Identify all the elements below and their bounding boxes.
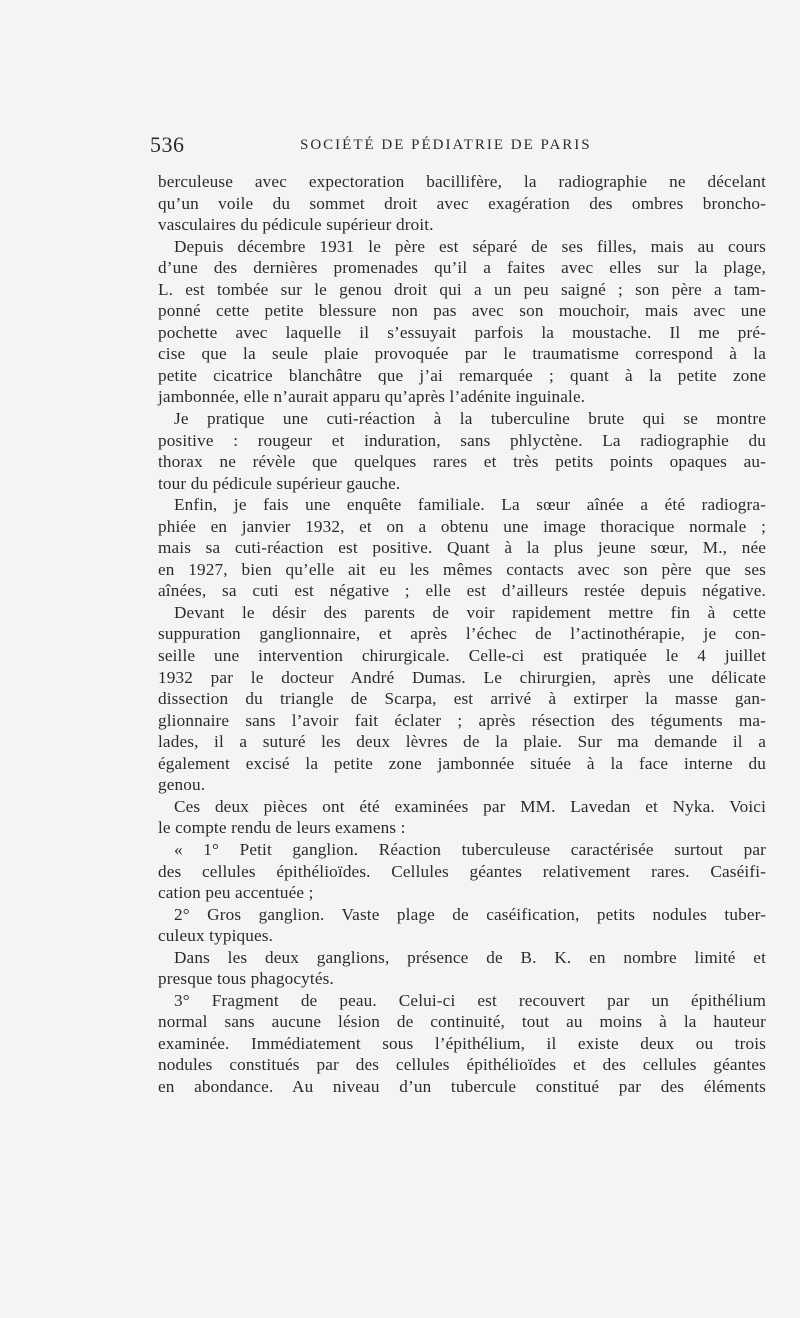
- text-line: cation peu accentuée ;: [158, 883, 314, 903]
- text-line: dissection du triangle de Scarpa, est arrivé à extirper la masse gan-: [158, 689, 766, 709]
- text-line: Enfin, je fais une enquête familiale. La sœur aînée a été radiogra-: [174, 495, 766, 515]
- text-line: 3° Fragment de peau. Celui-ci est recouvert par un épithélium: [174, 990, 766, 1010]
- text-line: cise que la seule plaie provoquée par le traumatisme correspond à la: [158, 344, 766, 364]
- text-line: L. est tombée sur le genou droit qui a un peu saigné ; son père a tam-: [158, 279, 766, 299]
- text-line: vasculaires du pédicule supérieur droit.: [158, 215, 434, 235]
- text-line: suppuration ganglionnaire, et après l’échec de l’actinothérapie, je con-: [158, 624, 766, 644]
- text-line: tour du pédicule supérieur gauche.: [158, 473, 401, 493]
- text-line: 2° Gros ganglion. Vaste plage de caséification, petits nodules tuber-: [174, 904, 766, 924]
- text-line: Ces deux pièces ont été examinées par MM. Lavedan et Nyka. Voici: [174, 796, 766, 816]
- text-line: petite cicatrice blanchâtre que j’ai remarquée ; quant à la petite zone: [158, 365, 766, 385]
- running-head: SOCIÉTÉ DE PÉDIATRIE DE PARIS: [300, 137, 592, 153]
- text-line: jambonnée, elle n’aurait apparu qu’après l’adénite inguinale.: [158, 387, 586, 407]
- page-header: [150, 132, 754, 160]
- text-line: nodules constitués par des cellules épithélioïdes et des cellules géantes: [158, 1055, 766, 1075]
- text-line: examinée. Immédiatement sous l’épithélium, il existe deux ou trois: [158, 1033, 766, 1053]
- text-line: seille une intervention chirurgicale. Celle-ci est pratiquée le 4 juillet: [158, 646, 766, 666]
- text-line: d’une des dernières promenades qu’il a faites avec elles sur la plage,: [158, 258, 766, 278]
- text-line: normal sans aucune lésion de continuité, tout au moins à la hauteur: [158, 1012, 766, 1032]
- page-number: 536: [150, 132, 185, 157]
- text-line: glionnaire sans l’avoir fait éclater ; après résection des téguments ma-: [158, 710, 766, 730]
- text-line: berculeuse avec expectoration bacillifère, la radiographie ne décelant: [158, 172, 766, 191]
- text-line: qu’un voile du sommet droit avec exagération des ombres broncho-: [158, 193, 766, 213]
- text-line: positive : rougeur et induration, sans phlyctène. La radiographie du: [158, 430, 766, 450]
- text-line: aînées, sa cuti est négative ; elle est d’ailleurs restée depuis négative.: [158, 581, 766, 601]
- text-line: des cellules épithélioïdes. Cellules géantes relativement rares. Caséifi-: [158, 861, 766, 881]
- text-line: 1932 par le docteur André Dumas. Le chirurgien, après une délicate: [158, 667, 766, 687]
- text-line: « 1° Petit ganglion. Réaction tuberculeuse caractérisée surtout par: [174, 839, 766, 859]
- text-line: également excisé la petite zone jambonnée située à la face interne du: [158, 753, 766, 773]
- text-line: Depuis décembre 1931 le père est séparé de ses filles, mais au cours: [174, 236, 766, 256]
- text-line: pochette avec laquelle il s’essuyait parfois la moustache. Il me pré-: [158, 322, 766, 342]
- text-line: lades, il a suturé les deux lèvres de la plaie. Sur ma demande il a: [158, 732, 766, 752]
- text-line: phiée en janvier 1932, et on a obtenu une image thoracique normale ;: [158, 516, 766, 536]
- text-line: Je pratique une cuti-réaction à la tuberculine brute qui se montre: [174, 409, 766, 429]
- text-line: genou.: [158, 775, 206, 795]
- text-line: ponné cette petite blessure non pas avec son mouchoir, mais avec une: [158, 301, 766, 321]
- text-line: Dans les deux ganglions, présence de B. K. en nombre limité et: [174, 947, 766, 967]
- text-line: Devant le désir des parents de voir rapidement mettre fin à cette: [174, 602, 766, 622]
- text-line: presque tous phagocytés.: [158, 969, 334, 989]
- text-line: culeux typiques.: [158, 926, 274, 946]
- body-text: [158, 171, 766, 1098]
- text-line: en abondance. Au niveau d’un tubercule constitué par des éléments: [158, 1076, 766, 1096]
- text-line: mais sa cuti-réaction est positive. Quant à la plus jeune sœur, M., née: [158, 538, 766, 558]
- text-line: thorax ne révèle que quelques rares et très petits points opaques au-: [158, 452, 766, 472]
- text-line: le compte rendu de leurs examens :: [158, 818, 406, 838]
- text-line: en 1927, bien qu’elle ait eu les mêmes contacts avec son père que ses: [158, 559, 766, 579]
